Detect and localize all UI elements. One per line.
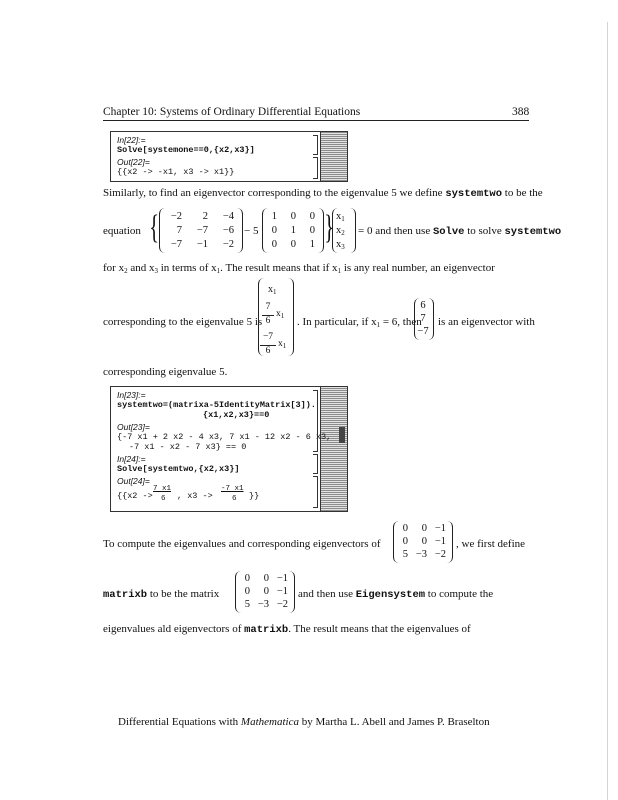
matrix-entry: −1 (276, 573, 288, 584)
matrix-entry: 0 (421, 536, 427, 547)
input-code: {x1,x2,x3}==0 (203, 410, 270, 420)
fraction-num: -7 x1 (221, 485, 244, 493)
input-code: systemtwo=(matrixa-5IdentityMatrix[3]). (117, 400, 316, 410)
notebook-cell-22 (110, 131, 348, 182)
output-label: Out[23]= (117, 422, 150, 432)
paragraph-cont: . In particular, if $x_1 = 6$, then (297, 316, 422, 329)
chapter-header: Chapter 10: Systems of Ordinary Differential Equations (103, 106, 361, 118)
matrix-entry: 0 (309, 225, 315, 236)
matrix-entry: 7 (176, 225, 182, 236)
matrix-entry: −2 (276, 599, 288, 610)
paragraph: matrixb to be the matrix (103, 588, 220, 601)
matrix-entry: 1 (290, 225, 296, 236)
page-edge (607, 22, 608, 800)
fraction-den: 6 (161, 495, 166, 503)
footer: Differential Equations with Mathematica by Martha L. Abell and James P. Braselton (118, 716, 490, 728)
input-code: Solve[systemtwo,{x2,x3}] (117, 464, 240, 474)
vec-x2: $x_2$ (336, 225, 345, 237)
matrix-entry: 2 (202, 211, 208, 222)
output-text: , x3 -> (177, 491, 213, 501)
input-code: Solve[systemone==0,{x2,x3}] (117, 145, 255, 155)
matrix-entry: 0 (263, 586, 269, 597)
output-text: }} (249, 491, 260, 501)
fraction-den: 6 (265, 346, 271, 356)
matrix-entry: 5 (402, 549, 408, 560)
matrix-entry: −6 (222, 225, 234, 236)
paragraph: Similarly, to find an eigenvector corresponding to the eigenvalue 5 we define systemtwo to be the (103, 187, 543, 200)
matrix-entry: −3 (415, 549, 427, 560)
equation-lead: equation (103, 225, 141, 237)
paragraph: for $x_2$ and $x_3$ in terms of $x_1$. The result means that if $x_1$ is any real number, an eigenvector (103, 262, 495, 275)
cell-bracket[interactable] (313, 454, 318, 474)
fraction-num: 7 (265, 302, 271, 312)
matrix-entry: −7 (170, 239, 182, 250)
output-text: {{x2 -> -x1, x3 -> x1}} (117, 167, 235, 177)
paragraph: corresponding eigenvalue 5. (103, 366, 228, 378)
input-label: In[22]:= (117, 135, 146, 145)
page-number: 388 (512, 106, 530, 118)
vec-x1: $x_1$ (336, 211, 345, 223)
matrix-entry: −2 (170, 211, 182, 222)
vec-7: 7 (420, 313, 426, 324)
matrix-entry: 1 (309, 239, 315, 250)
vec-x3: $x_3$ (336, 239, 345, 251)
header-rule (103, 120, 529, 121)
matrix-entry: −2 (222, 239, 234, 250)
cell-bracket[interactable] (313, 390, 318, 452)
matrix-entry: −1 (434, 523, 446, 534)
matrix-entry: 0 (309, 211, 315, 222)
cell-scrollbar[interactable] (320, 132, 347, 181)
vec-6: 6 (420, 300, 426, 311)
matrix-entry: −2 (434, 549, 446, 560)
vec-neg7: −7 (417, 326, 429, 337)
cell-bracket[interactable] (313, 476, 318, 508)
matrix-entry: 0 (271, 225, 277, 236)
paragraph-cont: and then use Eigensystem to compute the (298, 588, 494, 601)
output-label: Out[24]= (117, 476, 150, 486)
matrix-entry: −3 (257, 599, 269, 610)
matrix-entry: −7 (196, 225, 208, 236)
output-label: Out[22]= (117, 157, 150, 167)
output-text: {-7 x1 + 2 x2 - 4 x3, 7 x1 - 12 x2 - 6 x3, (117, 432, 332, 442)
vec-entry-x: $x_1$ (278, 339, 287, 350)
matrix-entry: 0 (421, 523, 427, 534)
matrix-entry: 0 (402, 536, 408, 547)
matrix-entry: −1 (276, 586, 288, 597)
cell-scrollbar[interactable] (320, 387, 347, 511)
matrix-entry: 0 (244, 586, 250, 597)
paragraph: To compute the eigenvalues and corresponding eigenvectors of (103, 538, 381, 550)
matrix-entry: −4 (222, 211, 234, 222)
output-text: -7 x1 - x2 - 7 x3} == 0 (129, 442, 247, 452)
fraction-num: −7 (262, 332, 274, 342)
scroll-thumb[interactable] (339, 427, 345, 443)
brace-right: } (324, 209, 335, 246)
matrix-entry: 0 (263, 573, 269, 584)
code-term: systemtwo (445, 188, 503, 200)
minus-five: − 5 (244, 225, 259, 237)
matrix-entry: −1 (434, 536, 446, 547)
vec-entry-x: $x_1$ (276, 309, 285, 320)
fraction-den: 6 (232, 495, 237, 503)
paragraph-cont: is an eigenvector with (438, 316, 535, 328)
brace-left: { (149, 209, 160, 246)
paragraph-cont: , we first define (456, 538, 526, 550)
fraction-num: 7 x1 (153, 485, 172, 493)
fraction-den: 6 (265, 316, 271, 326)
output-text: {{x2 -> (117, 491, 153, 501)
equation-tail: = 0 and then use Solve to solve systemtwo (358, 225, 562, 238)
paragraph: corresponding to the eigenvalue 5 is (103, 316, 263, 328)
input-label: In[24]:= (117, 454, 146, 464)
notebook-cell-23-24 (110, 386, 348, 512)
paragraph: eigenvalues ald eigenvectors of matrixb. The result means that the eigenvalues of (103, 623, 471, 636)
cell-bracket[interactable] (313, 157, 318, 179)
matrix-entry: 0 (290, 239, 296, 250)
matrix-entry: 5 (244, 599, 250, 610)
matrix-entry: −1 (196, 239, 208, 250)
cell-bracket[interactable] (313, 135, 318, 155)
matrix-entry: 0 (271, 239, 277, 250)
matrix-entry: 0 (290, 211, 296, 222)
matrix-entry: 0 (244, 573, 250, 584)
matrix-entry: 0 (402, 523, 408, 534)
matrix-entry: 1 (271, 211, 277, 222)
vec-entry-x1: $x_1$ (268, 284, 277, 296)
input-label: In[23]:= (117, 390, 146, 400)
